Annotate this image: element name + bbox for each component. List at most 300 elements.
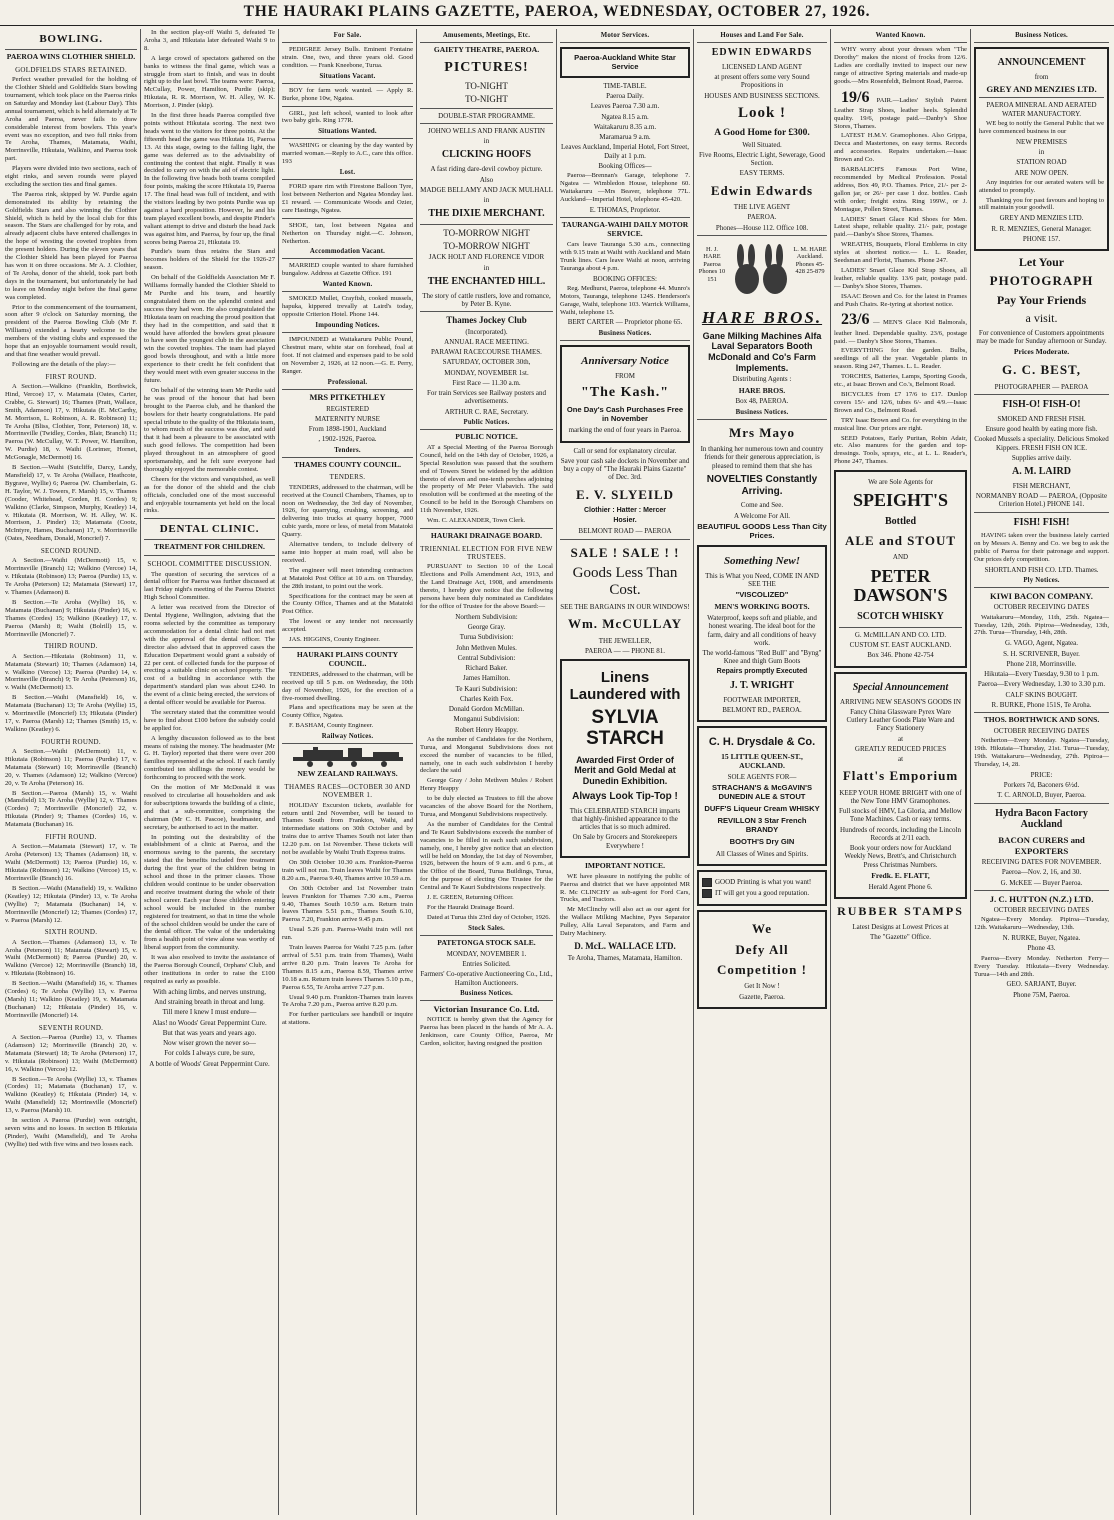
paragraph: Alternative tenders, to include delivery of same into hopper at main road, will also be received. (282, 541, 413, 564)
nominee-list (420, 613, 553, 734)
tender-body (282, 671, 413, 730)
flatt-owner: Fredk. E. FLATT, (871, 870, 930, 880)
classified-ad: BARBALICH'S Famous Port Wine, recommended by Medical Profession. Postal address, Box 49, P.O. Thames. Price, 21/- per 2-gallon jar, or 26/- per case 1 doz. bottles. Cash with order; freight extra. Ring 199W., or J. Montague, Pollen Street, Thames. (834, 166, 967, 213)
from-label: from (1034, 72, 1049, 81)
rabbit-icon (763, 244, 789, 298)
service-title: Paeroa-Auckland White Star Service (574, 53, 676, 71)
tomorrow-label: TO-MORROW NIGHT (443, 240, 530, 251)
first-race: First Race — 11.30 a.m. (452, 378, 521, 387)
paragraph: Usual 5.26 p.m. Paeroa-Waihi train will not run. (282, 926, 413, 942)
good-home: A Good Home for £300. (714, 127, 810, 138)
flatt-stocks: Full stocks of HMV, La Gloria, and Mellow Tone Machines. Cash or easy terms. (839, 807, 962, 824)
rabbit-icon (735, 244, 761, 298)
theatre-name: GAIETY THEATRE, PAEROA. (433, 45, 540, 55)
paragraph: In the section play-off Waihi 5, defeated Te Aroha 3, and Hikutaia later defeated Waihi 9 to 8. (144, 29, 275, 52)
paragraph: Cheers for the victors and vanquished, as well as for the donor of the shield and the club officials, concluded one of the most successful and enjoyable tournaments yet held on the local rinks. (144, 475, 275, 515)
kiwi-buyer: S. H. SCRIVENER, Buyer. (1003, 649, 1080, 658)
proprietor: BERT CARTER — Proprietor phone 65. (567, 318, 683, 327)
film-title: CLICKING HOOFS (441, 149, 532, 161)
film-in: in (483, 196, 490, 204)
film-stars: JACK HOLT AND FLORENCE VIDOR (428, 253, 545, 262)
defy-we: We (751, 921, 773, 937)
sale-entries: Entries Solicited. (462, 960, 511, 968)
centered-line: James Hamilton. (462, 674, 511, 683)
classified-ad: TRY Isaac Brown and Co. for everything in the musical line. Our prices are right. (834, 416, 967, 432)
notice-subtitle: TRIENNIAL ELECTION FOR FIVE NEW TRUSTEES. (420, 544, 553, 562)
fish-text: HAVING taken over the business lately carried on by Messrs A. Benny and Co. we beg to ask the public of Paeroa for their patronage and support. Our prices defy competition. (974, 532, 1109, 564)
home-desc: Five Rooms, Electric Light, Sewerage, Good Section. (699, 150, 825, 168)
paragraph: In section A Paeroa (Purdie) won outright, seven wins and no losses. In section B Hikutaia (Pinder), Waihi (Mansfield), and Te Aroha (Wyllie) tied with five wins and two losses each. (5, 1117, 137, 1148)
grey-menzies-name: GREY AND MENZIES LTD. (986, 84, 1097, 95)
paragraph: A large crowd of spectators gathered on the banks to witness the final game, which was a struggle from start to finish, and was in doubt right up to the last bowl. The teams were: Paeroa, McCullay, Power, Hamilton, Purdie (skip); Hikutaia, R. R. Morrison, W. H. Alley, W. K. Morrison, J. Pinder (skip). (144, 54, 275, 110)
and-label: AND (892, 553, 909, 562)
round-results (5, 748, 137, 829)
racecourse: PARAWAI RACECOURSE THAMES. (431, 348, 542, 357)
paragraph: On 30th October 10.30 a.m. Frankton-Paeroa train will not run. Train leaves Waihi for Thames 8.20 a.m., Paeroa 9.40, Thames arrive 10.59 a.m. (282, 859, 413, 882)
sale-date: MONDAY, NOVEMBER 1. (446, 949, 527, 958)
sale-goods: Goods Less Than Cost. (572, 565, 678, 598)
masthead (0, 0, 1114, 26)
notice-title: PUBLIC NOTICE. (455, 431, 518, 441)
mcmillan-phone: Box 346. Phone 42-754 (867, 651, 934, 660)
arriving-label: ARRIVING NEW SEASON'S GOODS IN (840, 697, 961, 706)
drysdale-classes: All Classes of Wines and Spirits. (715, 850, 809, 859)
notice-body (420, 563, 553, 610)
receiving-label: OCTOBER RECEIVING DATES (993, 603, 1090, 612)
nurse-line: , 1902-1926, Paeroa. (318, 435, 377, 444)
dawsons-brand: PETER DAWSON'S (853, 565, 948, 606)
paragraph: Wm. C. ALEXANDER, Town Clerk. (427, 517, 526, 525)
section-heading: Railway Notices. (282, 732, 413, 744)
paragraph: Usual 9.40 p.m. Frankton-Thames train leaves Te Aroha 7.20 p.m., Paeroa arrive 8.20 p.m. (282, 993, 413, 1009)
centered-line: Robert Henry Heappy. (454, 725, 519, 734)
column-4 (417, 29, 556, 1515)
film-in: in (483, 263, 490, 272)
price-big: 23/6 (841, 311, 870, 329)
fish-cooked: Cooked Mussels a speciality. Delicious Smoked Kippers. FRESH FISH ON ICE. (974, 435, 1109, 452)
section-heading: Business Notices. (420, 989, 553, 1001)
paragraph: For the Hauraki Drainage Board. (427, 903, 514, 911)
mccullay-name: Wm. McCULLAY (567, 616, 683, 632)
photo-heading: PHOTOGRAPH (989, 273, 1094, 289)
paragraph: A lengthy discussion followed as to the best means of raising the money. The headmaster (Mr G. H. Taylor) reported that there were over 200 families represented at the school. If each family contributed ten shillings the money would be forthcoming to proceed with the work. (144, 734, 275, 782)
paragraph: to be duly elected as Trustees to fill the above vacancies of the above Board for the Northern, Turua, and Monganui Subdivisions respectively. (420, 795, 553, 818)
section-heading: Situations Vacant. (282, 72, 413, 84)
calf-buyer: R. BURKE, Phone 151S, Te Aroha. (991, 700, 1092, 709)
tonight-label: TO-NIGHT (465, 94, 508, 105)
paragraph: A Section.—Waihi (McDermott) 15, v. Morrinsville (Branch) 12; Walkino (Vercoe) 14, v. Hikutaia (Robinson) 13; Paeroa (Purdie) 13, v. Te Aroha (Peterson) 12; Matamata (Stewart) 17, v. Thames (Adamson) 8. (5, 557, 137, 597)
booking-label: Booking Offices— (598, 161, 652, 170)
round-results (5, 557, 137, 638)
tender-title: THAMES COUNTY COUNCIL. (293, 459, 402, 469)
wright-repairs: Repairs promptly Executed (716, 667, 808, 675)
tomorrow-label: TO-MORROW NIGHT (443, 228, 530, 239)
section-heading: Amusements, Meetings, Etc. (420, 31, 553, 43)
classified-ad: WREATHS, Bouquets, Floral Emblems in city styles at shortest notice.— L. L. Reader, Seedsman and Florist, Thames. Phone 247. (834, 241, 967, 265)
round-results (5, 383, 137, 543)
section-heading: Situations Wanted. (282, 127, 413, 139)
programme-label: DOUBLE-STAR PROGRAMME. (438, 111, 535, 120)
grey-menzies-advert (974, 47, 1109, 251)
starch-desc: This CELEBRATED STARCH imparts that highly-finished appearance to the articles that is so much admired. (569, 806, 681, 831)
centered-line: Waitakaruru 8.35 a.m. (593, 122, 657, 131)
column-7 (831, 29, 970, 1515)
defy-gazette: Gazette, Paeroa. (739, 992, 785, 1001)
notice-body: WE have pleasure in notifying the public of Paeroa and district that we have appointed MR R. Mc CLINCHY as sub-agent for Ford Cars, Trucks, and Tractors. (560, 872, 690, 904)
article-title: DENTAL CLINIC. (159, 523, 260, 536)
centered-line: Now wiser grown the never so— (163, 1039, 256, 1048)
centered-line: Central Subdivision: (457, 653, 516, 662)
agency-line: STRACHAN'S & McGAVIN'S DUNEDIN ALE & STOUT (711, 783, 813, 802)
look-heading: Look ! (737, 104, 787, 121)
slyeild-name: E. V. SLYEILD (575, 486, 675, 502)
photo-heading: Pay Your Friends (996, 292, 1087, 307)
at-label: at (897, 755, 904, 764)
sale-bargains: SEE THE BARGAINS IN OUR WINDOWS! (560, 603, 690, 612)
photographer-title: PHOTOGRAPHER — PAEROA (994, 382, 1089, 391)
sole-agents: We are Sole Agents for (868, 478, 933, 487)
paragraph: B Section.—Paeroa (Marsh) 15, v. Waihi (Mansfield) 13; Te Aroha (Wyllie) 12, v. Thames (Cordes) 7; Morrinsville (Moncrief) 22, v. Hikutaia (Pinder) 9; Thames (Cordes) 16, v. Matamata (Buchanan) 16. (5, 789, 137, 829)
column-1 (2, 29, 140, 1515)
fish-ensure: Ensure good health by eating more fish. (985, 425, 1098, 433)
jockey-inc: (Incorporated). (465, 327, 508, 336)
centered-line: Leaves Paeroa 7.30 a.m. (590, 102, 660, 111)
classified-ad: MARRIED couple wanted to share furnished bungalow. Address at Gazette Office. 191 (282, 262, 413, 278)
section-heading: Lost. (282, 168, 413, 180)
article-subtitle: SCHOOL COMMITTEE DISCUSSION. (147, 560, 272, 569)
wright-trade: FOOTWEAR IMPORTER, (723, 695, 801, 704)
sale-title: PATETONGA STOCK SALE. (437, 937, 536, 947)
printing-text: IT will get you a good reputation. (715, 889, 810, 898)
paragraph: The Paeroa rink, skipped by W. Purdie again demonstrated its ability by retaining the Goldfields Stars and also winning the Clothier Shield, which is held by the local club for this season. The Stars are challenged for by rota, and already adjacent clubs have entered challenges in the hope of wresting the coveted trophies from the present holders. During the eleven years that the Clothier Shield has been played for Paeroa has won it on three occasions. Mr A. J. Clothier, of Te Aroha, donor of the shield, took part both days in the tournament, but unfortunately he had to leave on Monday night before the final game was completed. (5, 190, 137, 301)
railway-body (282, 802, 413, 1027)
pictures-heading: PICTURES! (444, 59, 529, 75)
train-info: For train Services see Railway posters and advertisements. (427, 389, 546, 406)
hare-bros-brand: HARE BROS. (701, 307, 823, 327)
drysdale-name: C. H. Drysdale & Co. (708, 736, 816, 749)
film-title: THE ENCHANTED HILL. (427, 275, 546, 287)
paragraph: In the first three heads Paeroa compiled five points without Hikutaia scoring. The next two heads went to the visitors for three points. At the fifteenth head the game was Hikutaia 16, Paeroa 13. At this stage, owing to the falling light, the game was deferred as to the advisability of continuing the contest that night. Finally it was decided to carry on with the aid of electric light. In the following five heads both teams compiled four points, making the score Hikutaia 19, Paeroa 17. The final head was full of incident, and with the visitors leading by two points Purdie was up against a hard proposition. However, he and his team played excellent bowls, and despite Pinder's valiant attempt to drive and disturb the head Jack was against him, and Paeroa, by four up, the final scores being Paeroa 21, Hikutaia 19. (144, 112, 275, 246)
shortland-name: SHORTLAND FISH CO. LTD. Thames. (984, 565, 1099, 574)
booking-offices: Reg. Medhurst, Paeroa, telephone 44. Munro's Motors, Tauranga, telephone 124S. Henderson's Garage, Waihi, telephone 103. Warrick Williams, Waihi, telephone 15. (560, 284, 690, 316)
paragraph: In pointing out the desirability of the establishment of a clinic at Paeroa, and the enormous saving to the parents, the secretary stated that the benefits included free treatment during the first year of the children being in school and those in the primer classes. Those children would continue to be under observation and receive treatment during the whole of their school career. Each year those children entering school would be included in the number registered for treatment, so that in time the whole of the school children would be under the care of the dental officer. The value of the undertaking from a health point of view alone was worthy of liberal support from the community. (144, 833, 275, 952)
ad-text: — MEN'S Glace Kid Balmorals, leather lined. Dependable quality. 23/6, postage paid. — Danby's Shoe Stores, Thames. (834, 319, 967, 345)
hutton-title: J. C. HUTTON (N.Z.) LTD. (989, 893, 1094, 904)
round-heading: THIRD ROUND. (44, 642, 98, 651)
mayo-name: Mrs Mayo (728, 424, 796, 440)
printing-text: GOOD Printing is what you want! (715, 878, 812, 887)
round-heading: FOURTH ROUND. (41, 737, 101, 746)
notice-body: Mr McClinchy will also act as our agent for the Wallace Milking Machine, Pyes Separator Pulley, Alfa Laval Separators, and Farm and Dairy Machinery. (560, 906, 690, 938)
nurse-line: REGISTERED (326, 404, 369, 413)
hutton-buyer: N. RURKE, Buyer, Ngatea. (1002, 934, 1081, 943)
from-label: FROM (615, 371, 635, 380)
paragraph: It was also resolved to invite the assistance of the Paeroa Borough Council, Orphans' Club, and other institutions in order to raise the £100 required as early as possible. (144, 954, 275, 985)
hydra-buyer: G. McKEE — Buyer Paeroa. (1000, 878, 1083, 887)
centered-line: For colds I always cure, be sure, (164, 1049, 255, 1058)
agency-line: DUFF'S Liqueur Cream WHISKY (704, 804, 820, 814)
article-body (144, 571, 275, 986)
paragraph: For further particulars see handbill or inquire at stations. (282, 1011, 413, 1027)
paragraph: Prior to the commencement of the tournament, soon after 9 o'clock on Saturday morning, the president of the Paeroa Bowling Club (Mr F. Williams) extended a hearty welcome to the members of the visiting clubs and expressed the hope that an enjoyable tournament would result, and that fine weather would prevail. (5, 303, 137, 358)
tender-title: HAURAKI PLAINS COUNTY COUNCIL. (296, 649, 399, 668)
mineral-label: PAEROA MINERAL AND AERATED WATER MANUFACTORY. (986, 101, 1097, 118)
mayo-text: In thanking her numerous town and country friends for their generous appreciation, is pleased to remind them that she has (700, 445, 824, 470)
centered-line: Ngatea 8.15 a.m. (601, 112, 649, 121)
wright-advert (697, 545, 827, 722)
classified-ad: LADIES' Smart Glace Kid Shoes for Men. Latest shape, reliable quality. 21/- pair, postage paid.—Danby's Shoe Stores, Thames. (834, 215, 967, 239)
home-terms: EASY TERMS. (739, 169, 785, 178)
classified-ad: TORCHES, Batteries, Lamps, Sporting Goods, etc., at Isaac Brown and Co.'s, Belmont Road. (834, 373, 967, 389)
wright-brand: "VISCOLIZED" (735, 590, 789, 600)
agency-line: REVILLON 3 Star French BRANDY (717, 816, 807, 835)
rubber-stamps: RUBBER STAMPS (837, 904, 964, 919)
starch-brand: SYLVIA STARCH (586, 707, 664, 749)
film-title: THE DIXIE MERCHANT. (428, 208, 545, 220)
fish-smoked: SMOKED AND FRESH FISH. (997, 414, 1086, 423)
classified-ad (834, 88, 967, 131)
paragraph: B Section.—Waihi (Mansfield) 16, v. Matamata (Buchanan) 13; Te Aroha (Wyllie) 15, v. Morrinsville (Moncrief) 13; Hikutaia (Pinder) 17, v. Paeroa (Marsh) 12; Thames (Smith) 15, v. Walkino (Keatley) 6. (5, 694, 137, 733)
photographer-name: G. C. BEST, (1001, 362, 1082, 378)
film-in: Also (479, 175, 494, 184)
kiwi-title: KIWI BACON COMPANY. (990, 591, 1093, 602)
bottled-label: Bottled (884, 516, 917, 528)
paragraph: B Section.—Waihi (Mansfield) 19, v. Walkino (Keatley) 12; Hikutaia (Pinder) 13, v. Te Aroha (Wyllie) 7; Matamata (Buchanan) 14, v. Morrinsville (Moncrief) 12; Thames (Cordes) 17, v. Paeroa (Marsh) 12. (5, 884, 137, 924)
paragraph: On behalf of the Goldfields Association Mr F. Williams formally handed the Clothier Shield to Mr Purdie and his team, and heartily congratulated them on the splendid contest and success they had won. He also congratulated the Hikutaia team on reaching the proud position that they had in the competition, and said that it would have afforded the bowlers great pleasure to have seen the youngest club in the association win the coveted trophies. The team had played good bowls throughout, and with a little more experience to their credit he felt confident that they would meet with even greater success in the future. (144, 274, 275, 384)
classified-ad: GIRL, just left school, wanted to look after two baby girls. Ring 177R. (282, 109, 413, 125)
agent-license: LICENSED LAND AGENT (721, 62, 803, 71)
kiwi-agent: G. VAGO, Agent, Ngatea. (1004, 639, 1079, 648)
paragraph: On the motion of Mr McDonald it was resolved to circularise all householders and ask for subscriptions towards the building of a clinic, and that a sub-committee, comprising the chairman (Mr C. H. Pascoe), headmaster, and secretary, be authorised to act in the matter. (144, 784, 275, 831)
film-desc: A fast riding dare-devil cowboy picture. (430, 165, 543, 174)
kash-name: "The Kash." (580, 384, 669, 400)
film-stars: JOHNO WELLS AND FRANK AUSTIN (428, 126, 545, 135)
kiwi-dates: Waitakaruru—Monday, 11th, 25th. Ngatea—Tuesday, 12th, 26th. Pipiroa—Wednesday, 13th, 27th. Turua—Thursday, 14th, 28th. (974, 613, 1109, 637)
wright-address: BELMONT RD., PAEROA. (722, 705, 802, 714)
photo-heading: a visit. (1025, 310, 1058, 325)
kiwi-hik: Hikutaia—Every Tuesday, 9.30 to 1 p.m. (984, 670, 1099, 679)
fish-heading: FISH-O! FISH-O! (1002, 398, 1081, 410)
paragraph: The secretary stated that the committee would have to find about £100 before the subsidy could be applied for. (144, 708, 275, 732)
hydra-curers: BACON CURERS and EXPORTERS (998, 835, 1085, 856)
agent-name: Edwin Edwards (710, 182, 814, 198)
section-heading: Tenders. (282, 446, 413, 458)
receiving-label: OCTOBER RECEIVING DATES (993, 906, 1090, 915)
wallace-name: D. McL. WALLACE LTD. (574, 940, 676, 951)
paragraph: George Gray / John Methven Mules / Robert Henry Heappy (420, 777, 553, 793)
film-in: in (483, 137, 490, 146)
hare-right: L. M. HARE Auckland. Phones 45-428 25-879 (793, 245, 827, 276)
flatt-keep: KEEP YOUR HOME BRIGHT with one of the New Tone HMV Gramophones. (839, 788, 962, 805)
paragraph: JAS. HIGGINS, County Engineer. (289, 636, 380, 644)
sylvia-starch-advert (560, 659, 690, 858)
ad-text: PAIR.—Ladies' Stylish Patent Leather Strap Shoes, leather heels. Splendid quality. 19/6, postage paid.—Danby's Shoe Stores, Thames. (834, 96, 967, 130)
auctioneer: Farmers' Co-operative Auctioneering Co., Ltd., Hamilton Auctioneers. (420, 970, 553, 987)
printing-line (702, 889, 822, 898)
paragraph: A Section.—Thames (Adamson) 13, v. Te Aroha (Peterson) 11; Matamata (Stewart) 15, v. Waihi (McDermott) 8; Paeroa (Purdie) 20, v. Walkino (Vercoe) 12; Morrinsville (Branch) 18, v. Hikutaia (Robinson) 16. (5, 938, 137, 978)
paragraph: AT a Special Meeting of the Paeroa Borough Council, held on the 14th day of October, 1926, a Special Resolution was passed that the southern end of Towers Street be widened by the addition thereto of eleven and one-tenth perches adjoining the property of Mr Peter Vlabavich. The said resolution will be confirmed at the meeting of the Council to be held in the Borough Chambers on 11th November, 1926. (420, 443, 553, 515)
poem (144, 988, 275, 1068)
laird-address: NORMANBY ROAD — PAEROA, (Opposite Criterion Hotel.) PHONE 141. (975, 492, 1108, 509)
paragraph: TENDERS, addressed to the chairman, will be received up till 5 p.m. on Wednesday, the 10th day of November, 1926, for the erection of a five-roomed dwelling. (282, 670, 413, 702)
tonight-label: TO-NIGHT (465, 81, 508, 92)
agency-line: BOOTH'S Dry GIN (729, 837, 795, 847)
article-body (5, 76, 137, 369)
hand-icon (702, 889, 712, 898)
slyeild-address: BELMONT ROAD — PAEROA (578, 527, 672, 536)
centered-line: And straining breath in throat and lung. (154, 998, 265, 1007)
section-heading: Motor Services. (560, 31, 690, 43)
section-heading: For Sale. (282, 31, 413, 43)
porkers-price: Porkers 7d, Baconers 6½d. (1003, 781, 1080, 790)
section-heading: Business Notices. (560, 329, 690, 341)
printing-advert (697, 870, 827, 906)
column-8 (971, 29, 1112, 1515)
classified-ad: LATEST H.M.V. Gramophones. Also Grippa, Decca and Mastertones, on easy terms. Records and accessories. Repairs undertaken.—Isaac Brown and Co. (834, 132, 967, 164)
agent-town: PAEROA. (747, 213, 777, 222)
goods-list: Fancy China Glassware Pyrex Ware Cutlery Leather Goods Plate Ware and Fancy Stationery (846, 707, 955, 733)
flatt-herald: Herald Agent Phone 6. (868, 882, 933, 891)
drysdale-sole: SOLE AGENTS FOR— (727, 773, 797, 782)
centered-line: Northern Subdivision: (455, 612, 518, 621)
column-3 (279, 29, 416, 1515)
paragraph: F. BASHAM, County Engineer. (289, 722, 374, 730)
paragraph: A Section.—Matamata (Stewart) 17, v. Te Aroha (Peterson) 13; Thames (Adamson) 18, v. Waihi (McDermott) 13; Paeroa (Purdie) 16, v. Hikutaia (Robinson) 12; Walkino (Vercoe) 15, v. Morrinsville (Branch) 16. (5, 843, 137, 882)
mayo-beautiful: BEAUTIFUL GOODS Less Than City Prices. (697, 521, 827, 540)
tender-subtitle: TENDERS. (329, 473, 366, 482)
agent-tagline: THE LIVE AGENT (733, 203, 791, 212)
paragraph: A Section.—Waihi (McDermott) 11, v. Hikutaia (Robinson) 11; Paeroa (Purdie) 17, v. Matamata (Stewart) 10; Morrinsville (Branch) 20, v. Thames (Adamson) 12; Walkino (Vercoe) 20, v. Te Aroha (Peterson) 16. (5, 748, 137, 787)
wright-name: J. T. WRIGHT (730, 679, 794, 691)
paragraph: PURSUANT to Section 10 of the Local Elections and Polls Amendment Act, 1913, and the Land Drainage Act, 1908, and amendments thereto, I hereby give notice that the following persons have been duly nominated as Candidates for the office of Trustee for the above Board:— (420, 563, 553, 610)
paragraph: A Section.—Hikutaia (Robinson) 11, v. Matamata (Stewart) 10; Thames (Adamson) 14, v. Walkino (Vercoe) 13; Paeroa (Purdie) 14, v. Morrinsville (Branch) 9; Te Aroha (Peterson) 16, v. Waihi (McDermott) 13. (5, 652, 137, 692)
wright-boots-text: Waterproof, keeps soft and pliable, and honest wearing. The ideal boot for the farm, dairy and all conditions of heavy work. (707, 614, 817, 647)
nurse-line: MATERNITY NURSE (315, 414, 380, 423)
centered-line: Alas! no Woods' Great Peppermint Cure. (152, 1018, 267, 1027)
paragraph: TENDERS, addressed to the chairman, will be received at the Council Chambers, Thames, up to noon on Wednesday, the 3rd day of November, 1926, for quarrying, crushing, screening, and delivering into trucks at quarry hopper, 7000 cubic yards, more or less, of metal from Matatoki Quarry. (282, 483, 413, 539)
speights-advert (834, 470, 967, 668)
round-heading: SECOND ROUND. (40, 547, 102, 556)
race-date: SATURDAY, OCTOBER 30th, (442, 358, 531, 367)
article-subtitle: TREATMENT FOR CHILDREN. (154, 542, 265, 552)
nurse-name: MRS PITKETHLEY (309, 392, 386, 402)
paragraph: B Section.—Waihi (Sutcliffe, Darcy, Landy, Mansfield) 17, v. Te Aroha (Wallace, Heathcote, Bygrave, Wyllie) 6; Paeroa (W. Chamberlain, G. H. Taylor, W. J. Towers, F. Marsh) 15, v. Thames (Cooder, Whitehead, Corden, H. Cordes) 9; Walkino (Clarke, Simpson, Murphy, Keatley) 14, v. Hikutaia (R. Morrison, W. H. Alley, W. K. Morrison, J. Pinder) 13; Matamata (Cootz, McIntyre, Hames, Buchanan) 17, v. Morrinsville (Oates, Needham, Donald, Moncrief) 7. (5, 464, 137, 543)
article-subtitle: PAEROA WINS CLOTHIER SHIELD. (6, 51, 136, 61)
hare-box: Box 48, PAEROA. (735, 397, 789, 406)
paragraph: Purdie's team thus retains the Stars and becomes holders of the Shield for the 1926-27 season. (144, 248, 275, 272)
defy-advert (697, 910, 827, 1008)
agent-name: EDWIN EDWARDS (711, 47, 813, 59)
section-heading: Professional. (282, 378, 413, 390)
paragraph: Dated at Turua this 23rd day of October, 1926. (427, 913, 551, 921)
grey-menzies-text: Thanking you for past favours and hoping to still maintain your goodwill. (979, 196, 1104, 212)
centered-line: Charles Keith Fox. (459, 694, 514, 703)
hare-bros-logo (697, 240, 827, 304)
paragraph: Plans and specifications may be seen at the County Office, Ngatea. (282, 704, 413, 720)
column-2 (141, 29, 278, 1515)
kiwi-phone: Phone 218, Morrinsville. (1006, 659, 1077, 668)
booking-label: BOOKING OFFICES: (593, 274, 657, 283)
wright-intro: This is What you Need, COME IN AND SEE THE (705, 571, 819, 589)
paragraph: B Section.—Te Aroha (Wyllie) 13, v. Thames (Cordes) 11; Matamata (Buchanan) 17, v. Walkino (Keatley) 6; Hikutaia (Pinder) 14, v. Waihi (Mansfield) 12; Morrinsville (Moncrief) 13, v. Paeroa (Marsh) 10. (5, 1075, 137, 1115)
centered-line: Turua Subdivision: (459, 633, 514, 642)
drysdale-advert (697, 726, 827, 866)
railway-subtitle: THAMES RACES—OCTOBER 30 AND NOVEMBER 1. (284, 783, 411, 800)
race-date: MONDAY, NOVEMBER 1st. (444, 368, 529, 377)
notice-title: IMPORTANT NOTICE. (584, 860, 666, 870)
paragraph: The question of securing the services of a dental officer for Paeroa was further discussed at last Friday night's meeting of the Paeroa District High School Committee. (144, 570, 275, 602)
borthwick-buyer: T. C. ARNOLD, Buyer, Paeroa. (997, 791, 1086, 800)
paragraph: Players were divided into two sections, each of eight rinks, and seven rounds were played excluding the section ties and final games. (5, 165, 137, 188)
starch-onsale: On Sale by Grocers and Storekeepers Everywhere ! (572, 833, 678, 850)
section-heading: Houses and Land For Sale. (697, 31, 827, 43)
speights-brand: SPEIGHT'S (852, 490, 949, 511)
centered-line: Te Kauri Subdivision: (455, 684, 518, 693)
section-heading: Wanted Known. (282, 280, 413, 292)
notice-body (420, 444, 553, 525)
insurance-body: NOTICE is hereby given that the Agency for Paeroa has been placed in the hands of Mr A. A. Jenkinson, care County Office, Paeroa, Mr Cardon, solicitor, having resigned the position (420, 1015, 553, 1047)
starch-linens: Linens Laundered with (569, 669, 681, 703)
receiving-label: RECEIVING DATES FOR NOVEMBER. (981, 858, 1102, 867)
paragraph: The lowest or any tender not necessarily accepted. (282, 618, 413, 634)
paragraph: Perfect weather prevailed for the holding of the Clothier Shield and Goldfields Stars bowling tournament, which took place on the Paeroa rinks on Saturday and Monday last (Labour Day). This annual tournament, which is held alternately at Te Aroha and Paeroa, never fails to draw considerable interest from bowlers. This year's event was no exception, and two full rinks from Te Aroha, Thames, Matamata, Waihi, Morrinsville, Hikutaia, Walkino, and Paeroa took part. (5, 76, 137, 163)
classified-ad: IMPOUNDED at Waitakaruru Public Pound, Chestnut mare, white star on forehead, foal at foot. If not claimed and expenses paid to be sold on November 2, 1926, at 12 noon.—G. E. Perry, Ranger. (282, 336, 413, 375)
round-heading: FIFTH ROUND. (45, 833, 97, 842)
fish-supplies: Supplies arrive daily. (1011, 453, 1072, 462)
stamps-latest: Latest Designs at Lowest Prices at (852, 923, 949, 932)
ale-stout: ALE and STOUT (844, 533, 957, 549)
service-body: Cars leave Tauranga 5.30 a.m., connecting with 9.15 train at Waihi with Auckland and Main Trunk lines. Cars leave Waihi at noon, arriving Tauranga about 4 p.m. (560, 240, 690, 272)
classified-ad: WHY worry about your dresses when "The Dorothy" makes the nicest of frocks from 12/6. Ladies are cordially invited to inspect our new range of attractive Spring materials and made-up goods.—Mrs Rosenfeldt, Belmont Road, Paeroa. (834, 46, 967, 85)
paragraph: A Section.—Paeroa (Purdie) 13, v. Thames (Adamson) 12; Morrinsville (Branch) 20, v. Matamata (Stewart) 18; Te Aroha (Peterson) 17, v. Hikutaia (Robinson) 13; Waihi (McDermott) 16, v. Walkino (Vercoe) 12. (5, 1033, 137, 1073)
grey-menzies-name: GREY AND MENZIES LTD. (999, 214, 1084, 223)
flatt-advert (834, 672, 967, 899)
defy-competition: Competition ! (717, 961, 807, 977)
drysdale-agencies (702, 784, 822, 847)
section-heading: Business Notices. (974, 31, 1109, 43)
classified-ad: SMOKED Mullet, Crayfish, cooked mussels, hapuka, kippered trevally at Laird's today, opposite Criterion Hotel. Phone 144. (282, 295, 413, 319)
classified-ad: PEDIGREE Jersey Bulls. Eminent Fontaine strain. One, two, and three years old. Good condition. — Frank Kneebone, Turua. (282, 46, 413, 69)
insurance-title: Victorian Insurance Co. Ltd. (433, 1003, 540, 1014)
masthead-title: THE HAURAKI PLAINS GAZETTE, PAEROA, WEDNESDAY, OCTOBER 27, 1926. (243, 3, 871, 20)
mayo-welcome: A Welcome For All. (733, 511, 791, 520)
column-5 (557, 29, 693, 1515)
round-results (5, 653, 137, 734)
paragraph: Specifications for the contract may be seen at the County Office, Thames and at the Matatoki Post Office. (282, 592, 413, 616)
section-heading: Wanted Known. (834, 31, 967, 43)
laird-name: A. M. LAIRD (1012, 466, 1071, 477)
kash-marking: marking the end of four years in Paeroa. (568, 426, 682, 435)
flatt-book: Book your orders now for Auckland Weekly News, Brett's, and Christchurch Press Christmas Numbers. (844, 844, 957, 869)
railway-title: NEW ZEALAND RAILWAYS. (297, 769, 398, 779)
classified-ad: SEED Potatoes, Early Puritan, Robin Adair, etc. Also manures for the garden and top-dressings. Tools, sprays, etc., at L. L. Reader's, Phone 247, Thames. (834, 434, 967, 466)
classified-ad: ISAAC Brown and Co. for the latest in Frames and Push Chairs. Re-tyring at shortest notice. (834, 292, 967, 308)
reduced-prices: GREATLY REDUCED PRICES (854, 744, 947, 753)
centered-line: With aching limbs, and nerves unstrung, (152, 987, 267, 996)
centered-line: Monganui Subdivision: (453, 715, 520, 724)
special-heading: Special Announcement (852, 681, 949, 693)
round-results (5, 939, 137, 1020)
open-label: ARE NOW OPEN. (1014, 168, 1069, 177)
centered-line: Maramarua 9 a.m. (599, 133, 651, 142)
paragraph: B Section.—Waihi (Mansfield) 16, v. Thames (Cordes) 6; Te Aroha (Wyllie) 13, v. Paeroa (Marsh) 11; Walkino (Keatley) 19, v. Matamata (Buchanan) 12; Hikutaia (Pinder) 16, v. Morrinsville (Moncrief) 14. (5, 980, 137, 1019)
mccullay-phone: PAEROA — — PHONE 81. (584, 646, 666, 655)
sale-heading: SALE ! SALE ! ! (570, 544, 680, 560)
daily-label: Paeroa Daily. (606, 92, 644, 101)
paragraph: Following are the details of the play:— (12, 360, 116, 368)
round-heading: FIRST ROUND. (45, 372, 97, 381)
section-heading: Business Notices. (697, 408, 827, 420)
